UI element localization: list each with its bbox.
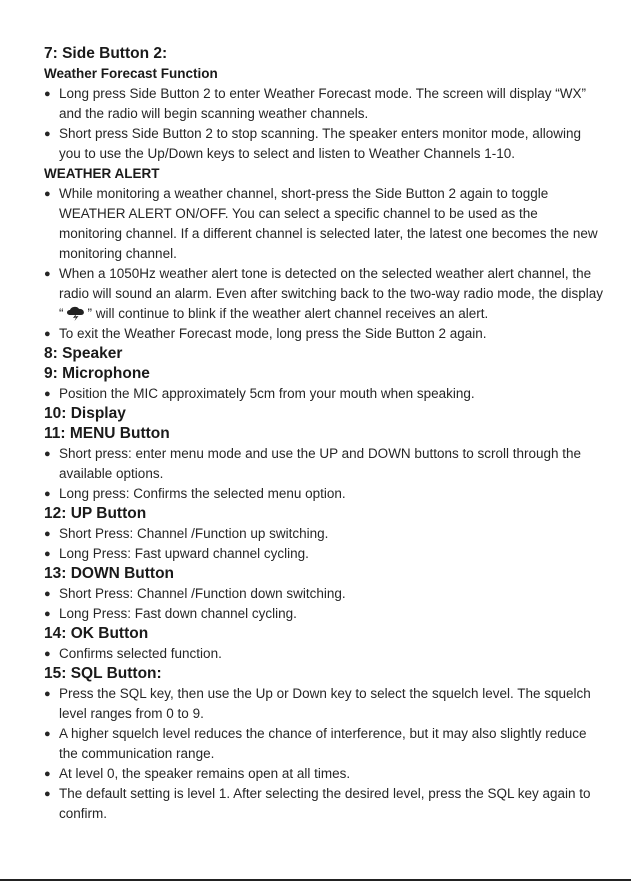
bullet: ● (44, 588, 51, 600)
list-item: ● Short Press: Channel /Function up switching. (44, 524, 604, 544)
bullet: ● (44, 688, 51, 700)
bullet: ● (44, 488, 51, 500)
bullet: ● (44, 788, 51, 800)
bullet: ● (44, 268, 51, 280)
bullet: ● (44, 608, 51, 620)
section-13-heading: 13: DOWN Button (44, 565, 175, 582)
list-item: ● The default setting is level 1. After selecting the desired level, press the SQL key again to confirm. (44, 786, 591, 821)
section-14-heading: 14: OK Button (44, 625, 149, 642)
bullet: ● (44, 388, 51, 400)
bullet: ● (44, 88, 51, 100)
section-12-heading: 12: UP Button (44, 505, 147, 522)
bullet: ● (44, 328, 51, 340)
list-item: ● A higher squelch level reduces the chance of interference, but it may also slightly reduce the communication range. (44, 726, 587, 761)
bullet: ● (44, 128, 51, 140)
list-item: ● Long press Side Button 2 to enter Weather Forecast mode. The screen will display “WX” and the radio will begin scanning weather channels. (44, 86, 587, 121)
weather-forecast-subheading: Weather Forecast Function (44, 66, 218, 81)
list-item: ● To exit the Weather Forecast mode, long press the Side Button 2 again. (44, 324, 604, 344)
section-10-heading: 10: Display (44, 405, 126, 422)
weather-alert-subheading: WEATHER ALERT (44, 166, 160, 181)
list-item: ● Short Press: Channel /Function down switching. (44, 584, 604, 604)
list-item: ● Confirms selected function. (44, 644, 604, 664)
bullet: ● (44, 768, 51, 780)
page-bottom-rule (0, 879, 631, 881)
bullet: ● (44, 528, 51, 540)
list-item: ● Short press Side Button 2 to stop scanning. The speaker enters monitor mode, allowing you to use the Up/Down keys to select and listen to Weather Channels 1-10. (44, 126, 582, 161)
list-item: ● Long Press: Fast upward channel cycling. (44, 544, 604, 564)
section-15-heading: 15: SQL Button: (44, 665, 162, 682)
bullet: ● (44, 728, 51, 740)
section-9-heading: 9: Microphone (44, 365, 150, 382)
storm-cloud-lightning-icon (65, 305, 87, 321)
bullet: ● (44, 188, 51, 200)
bullet: ● (44, 548, 51, 560)
bullet: ● (44, 448, 51, 460)
list-item: ● At level 0, the speaker remains open at all times. (44, 764, 604, 784)
manual-page (44, 44, 604, 824)
list-item: ● Long Press: Fast down channel cycling. (44, 604, 604, 624)
list-item: ● Press the SQL key, then use the Up or Down key to select the squelch level. The squelch level ranges from 0 to 9. (44, 686, 591, 721)
section-7-heading: 7: Side Button 2: (44, 45, 168, 62)
list-item: ● Short press: enter menu mode and use the UP and DOWN buttons to scroll through the available options. (44, 446, 582, 481)
list-item: ● Position the MIC approximately 5cm from your mouth when speaking. (44, 384, 604, 404)
section-8-heading: 8: Speaker (44, 345, 123, 362)
section-11-heading: 11: MENU Button (44, 425, 170, 442)
list-item: ● When a 1050Hz weather alert tone is detected on the selected weather alert channel, the radio will sound an alarm. Even after switching back to the two-way radio mode, the display “ ” will continue to blink if the weather alert channel receives an alert. (44, 266, 604, 321)
bullet: ● (44, 648, 51, 660)
list-item: ● Long press: Confirms the selected menu option. (44, 484, 604, 504)
list-item: ● While monitoring a weather channel, short-press the Side Button 2 again to toggle WEATHER ALERT ON/OFF. You can select a specific channel to be used as the monitoring channel. If a different channel is selected later, the latest one becomes the new monitoring channel. (44, 186, 598, 261)
